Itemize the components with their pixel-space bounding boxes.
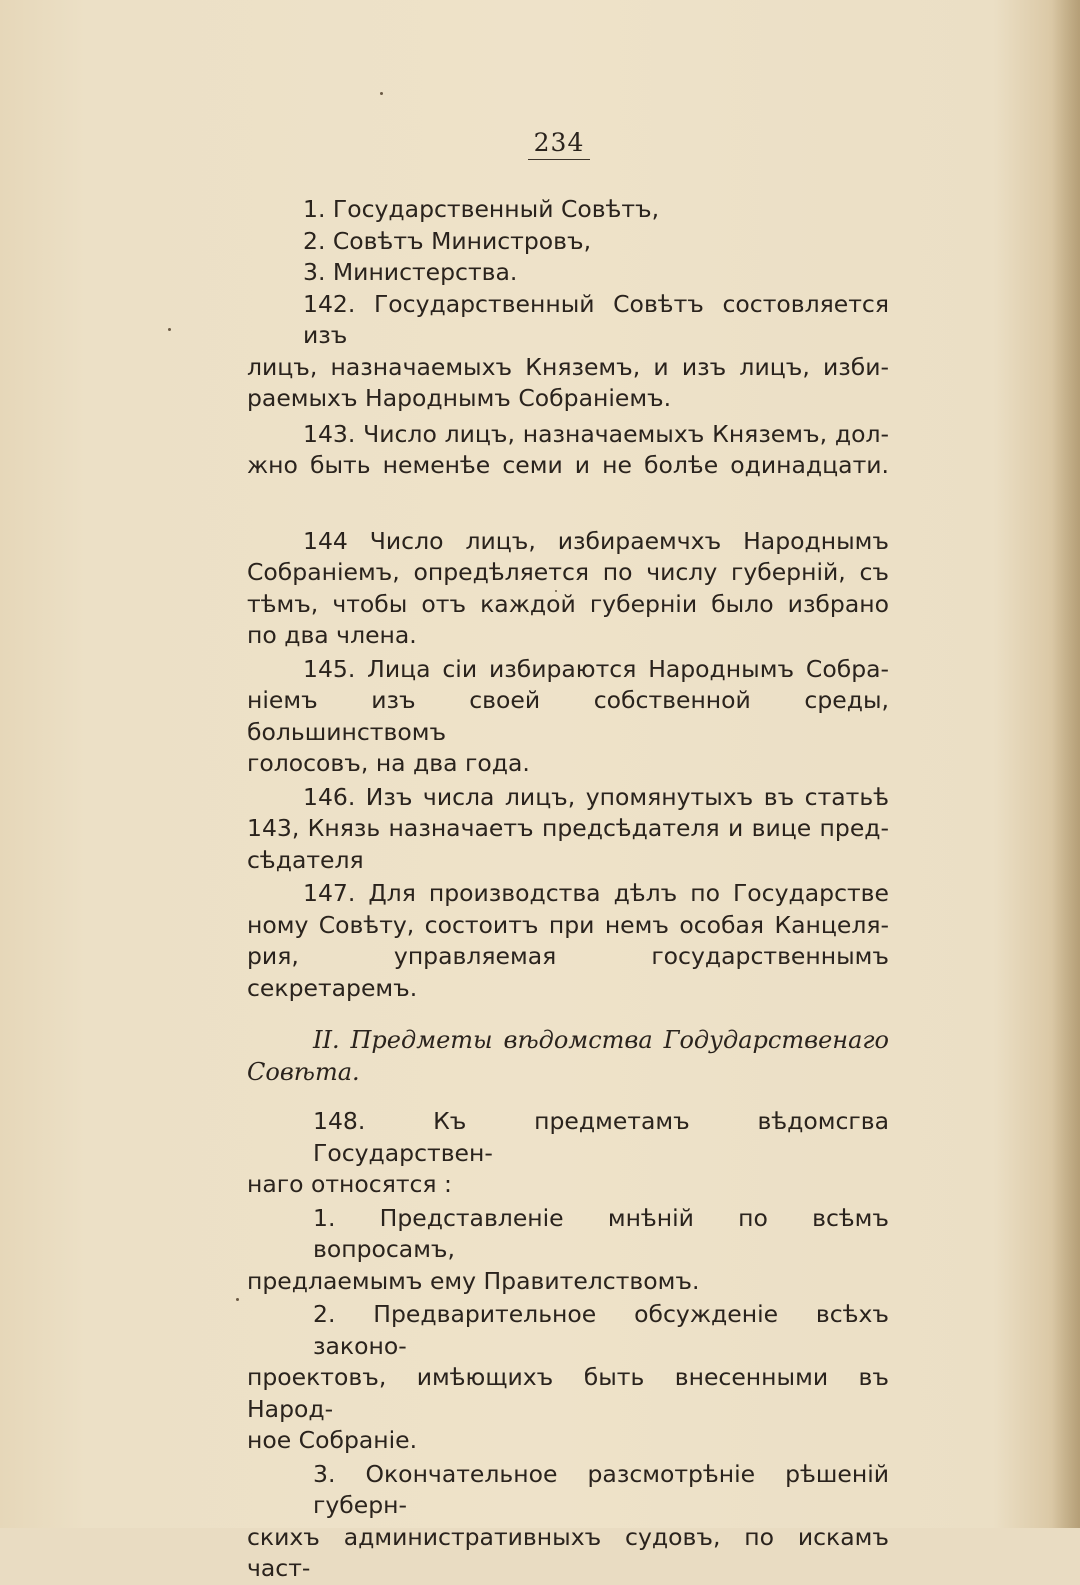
blank-gap bbox=[247, 1088, 889, 1106]
article-142: 142. Государственный Совѣтъ состовляется изъ лицъ, назначаемыхъ Княземъ, и изъ лицъ, изби- раемыхъ Народнымъ Собраніемъ. bbox=[247, 289, 889, 412]
article-146: 146. Изъ числа лицъ, упомянутыхъ въ статьѣ 143, Князь назначаетъ предсѣдателя и вице пред- сѣдателя bbox=[247, 782, 889, 874]
list-item: 1. Государственный Совѣтъ, bbox=[303, 195, 660, 223]
list-item: 2. Совѣтъ Министровъ, bbox=[303, 226, 592, 255]
list-item: 3. Министерства. bbox=[303, 258, 518, 286]
article-148: 148. Къ предметамъ вѣдомсгва Государствен- наго относятся : bbox=[247, 1107, 889, 1198]
section-heading: II. Предметы вѣдомства Годударственаго Совѣта. bbox=[247, 1026, 889, 1086]
article-143: 143. Число лицъ, назначаемыхъ Княземъ, дол- жно быть неменѣе семи и не болѣе одинадцати. bbox=[247, 419, 889, 479]
paper-speck bbox=[236, 1298, 239, 1301]
body-text bbox=[247, 194, 889, 1585]
page-number: 234 bbox=[528, 128, 590, 160]
item-2: 2. Предварительное обсужденіе всѣхъ законо- проектовъ, имѣющихъ быть внесенными въ Народ- ное Собраніе. bbox=[247, 1300, 889, 1454]
paper-speck bbox=[380, 92, 383, 95]
article-144: 144 Число лицъ, избираемчхъ Народнымъ Собраніемъ, опредѣляется по числу губерній, съ тѣмъ, чтобы отъ каждой губерніи было избрано по два члена. bbox=[247, 526, 889, 649]
page-edge-shadow bbox=[1052, 0, 1080, 1528]
article-145: 145. Лица сіи избираются Народнымъ Собра- ніемъ изъ своей собственной среды, большинствомъ голосовъ, на два года. bbox=[247, 654, 889, 777]
paper-speck bbox=[168, 328, 171, 331]
item-1: 1. Представленіе мнѣній по всѣмъ вопросамъ, предлаемымъ ему Правителствомъ. bbox=[247, 1203, 889, 1295]
article-147: 147. Для производства дѣлъ по Государстве ному Совѣту, состоитъ при немъ особая Канцеля- рия, управляемая государственнымъ секретаремъ. bbox=[247, 879, 889, 1002]
blank-gap bbox=[247, 482, 889, 513]
item-3: 3. Окончательное разсмотрѣніе рѣшеній губерн- скихъ административныхъ судовъ, по искамъ част- bbox=[247, 1459, 889, 1582]
blank-gap bbox=[247, 1004, 889, 1016]
